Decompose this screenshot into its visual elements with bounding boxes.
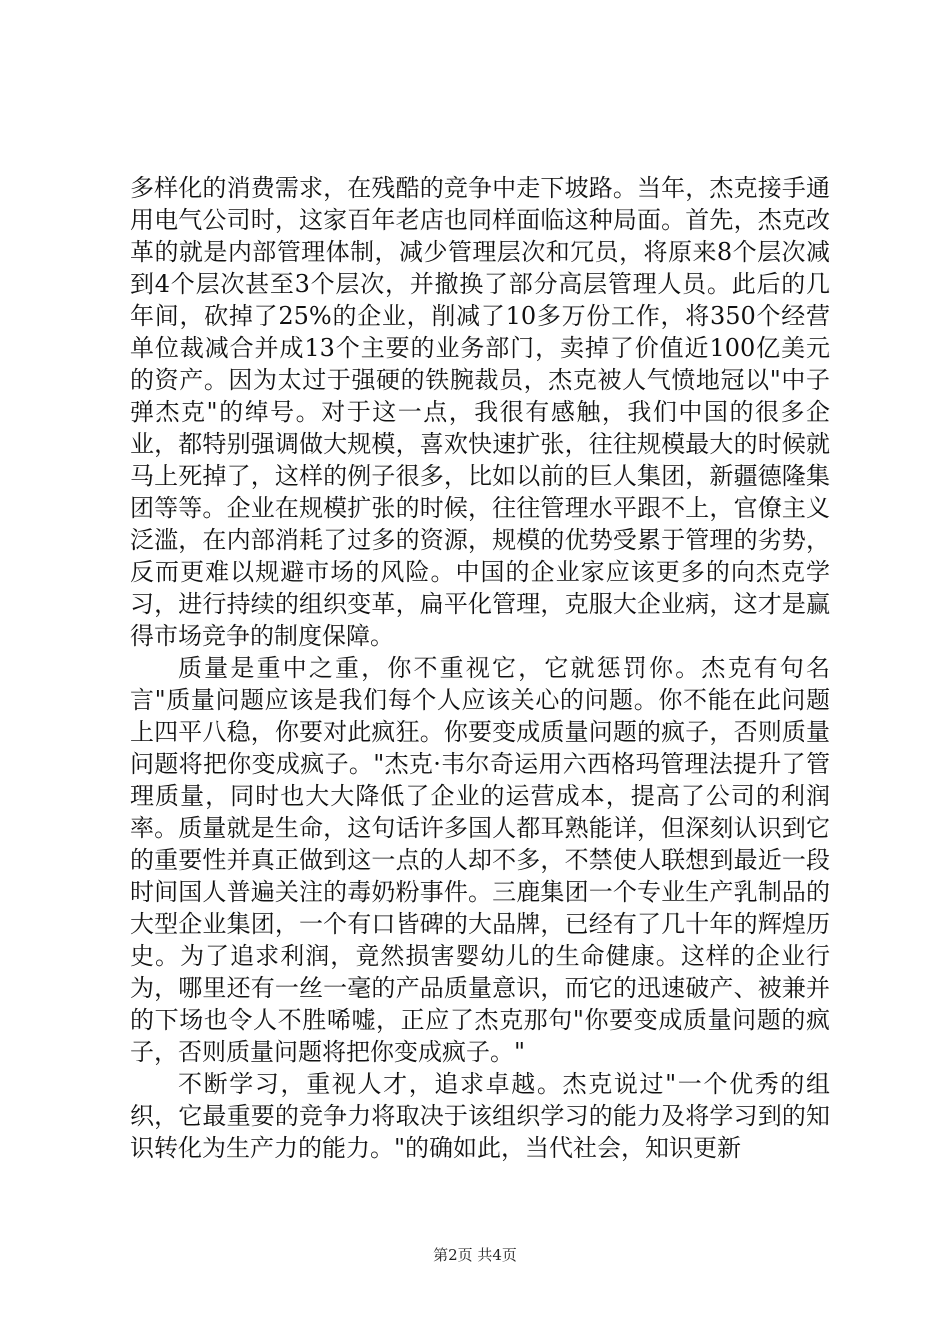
paragraph-continuation: 多样化的消费需求，在残酷的竞争中走下坡路。当年，杰克接手通用电气公司时，这家百年老店也同样面临这种局面。首先，杰克改革的就是内部管理体制，减少管理层次和冗员，将原来8个层次减到4个层次甚至3个层次，并撤换了部分高层管理人员。此后的几年间，砍掉了25%的企业，削减了10多万份工作，将350个经营单位裁减合并成13个主要的业务部门，卖掉了价值近100亿美元的资产。因为太过于强硬的铁腕裁员，杰克被人气愤地冠以"中子弹杰克"的绰号。对于这一点，我很有感触，我们中国的很多企业，都特别强调做大规模，喜欢快速扩张，往往规模最大的时候就马上死掉了，这样的例子很多，比如以前的巨人集团，新疆德隆集团等等。企业在规模扩张的时候，往往管理水平跟不上，官僚主义泛滥，在内部消耗了过多的资源，规模的优势受累于管理的劣势，反而更难以规避市场的风险。中国的企业家应该更多的向杰克学习，进行持续的组织变革，扁平化管理，克服大企业病，这才是赢得市场竞争的制度保障。 bbox=[130, 174, 830, 650]
paragraph-quality: 质量是重中之重，你不重视它，它就惩罚你。杰克有句名言"质量问题应该是我们每个人应该关心的问题。你不能在此问题上四平八稳，你要对此疯狂。你要变成质量问题的疯子，否则质量问题将把你变成疯子。"杰克·韦尔奇运用六西格玛管理法提升了管理质量，同时也大大降低了企业的运营成本，提高了公司的利润率。质量就是生命，这句话许多国人都耳熟能详，但深刻认识到它的重要性并真正做到这一点的人却不多，不禁使人联想到最近一段时间国人普遍关注的毒奶粉事件。三鹿集团一个专业生产乳制品的大型企业集团，一个有口皆碑的大品牌，已经有了几十年的辉煌历史。为了追求利润，竟然损害婴幼儿的生命健康。这样的企业行为，哪里还有一丝一毫的产品质量意识，而它的迅速破产、被兼并的下场也令人不胜唏嘘，正应了杰克那句"你要变成质量问题的疯子，否则质量问题将把你变成疯子。" bbox=[130, 654, 830, 1066]
paragraph-learning: 不断学习，重视人才，追求卓越。杰克说过"一个优秀的组织，它最重要的竞争力将取决于该组织学习的能力及将学习到的知识转化为生产力的能力。"的确如此，当代社会，知识更新 bbox=[130, 1070, 830, 1162]
page-number-footer: 第2页 共4页 bbox=[433, 1246, 517, 1264]
document-body bbox=[130, 172, 830, 1164]
